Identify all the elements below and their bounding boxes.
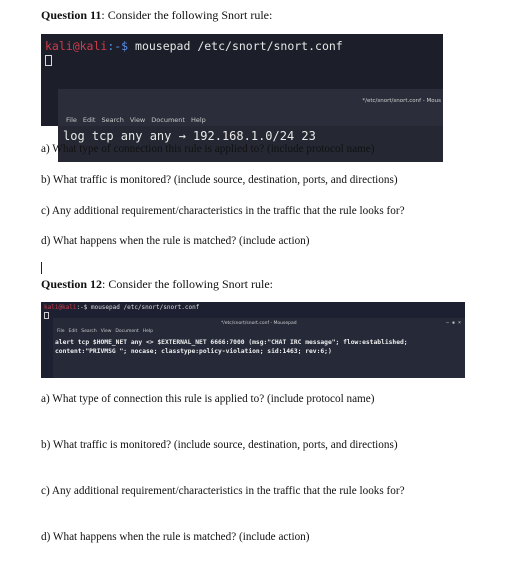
menu-help: Help <box>190 116 206 124</box>
question-11-prompt: : Consider the following Snort rule: <box>101 8 273 22</box>
terminal-screenshot-q11 <box>41 34 443 143</box>
prompt-separator: :-$ <box>76 304 91 311</box>
prompt-user: kali@kali <box>44 304 77 311</box>
window-controls: – ▪ × <box>445 320 461 326</box>
prompt-separator: :-$ <box>107 39 136 53</box>
menu-edit: Edit <box>82 116 96 124</box>
q12-question-a: a) What type of connection this rule is applied to? (include protocol name) <box>41 393 375 405</box>
menu-file: File <box>66 116 77 124</box>
menu-document: Document <box>115 329 139 334</box>
terminal-cursor <box>44 312 49 319</box>
snort-rule-text: log tcp any any → 192.168.1.0/24 23 <box>63 129 316 143</box>
editor-window-title: */etc/snort/snort.conf - Mous <box>362 98 441 104</box>
q11-question-c: c) Any additional requirement/characteristics in the traffic that the rule looks for? <box>41 205 405 217</box>
question-12-prompt: : Consider the following Snort rule: <box>102 277 273 291</box>
terminal-command-line <box>44 304 199 311</box>
menu-view: View <box>100 329 112 334</box>
menu-search: Search <box>101 116 124 124</box>
editor-menu-bar <box>57 329 157 334</box>
terminal-command: mousepad /etc/snort/snort.conf <box>135 39 343 53</box>
editor-menu-bar <box>66 116 212 124</box>
terminal-screenshot-q12 <box>41 302 465 378</box>
snort-rule-line-2: content:"PRIVMSG "; nocase; classtype:policy-violation; sid:1463; rev:6;) <box>55 348 332 355</box>
terminal-cursor <box>45 55 52 66</box>
q11-question-b: b) What traffic is monitored? (include source, destination, ports, and directions) <box>41 174 398 186</box>
terminal-command: mousepad /etc/snort/snort.conf <box>90 304 200 311</box>
q12-question-c: c) Any additional requirement/characteristics in the traffic that the rule looks for? <box>41 485 405 497</box>
snort-rule-line-1: alert tcp $HOME_NET any <> $EXTERNAL_NET 6666:7000 (msg:"CHAT IRC message"; flow:established; <box>55 339 408 346</box>
q11-question-d: d) What happens when the rule is matched? (include action) <box>41 235 310 247</box>
text-cursor <box>41 262 42 274</box>
question-11-number: Question 11 <box>41 8 102 22</box>
menu-search: Search <box>81 329 97 334</box>
menu-document: Document <box>151 116 185 124</box>
menu-edit: Edit <box>68 329 78 334</box>
question-11-heading <box>41 8 272 22</box>
menu-help: Help <box>142 329 153 334</box>
menu-file: File <box>57 329 65 334</box>
terminal-command-line <box>45 39 343 53</box>
prompt-user: kali@kali <box>45 39 108 53</box>
question-12-heading <box>41 277 273 291</box>
editor-window-title: */etc/snort/snort.conf - Mousepad <box>221 321 297 326</box>
q11-question-a: a) What type of connection this rule is applied to? (include protocol name) <box>41 143 375 155</box>
q12-question-b: b) What traffic is monitored? (include source, destination, ports, and directions) <box>41 439 398 451</box>
q12-question-d: d) What happens when the rule is matched? (include action) <box>41 531 310 543</box>
question-12-number: Question 12 <box>41 277 103 291</box>
menu-view: View <box>129 116 146 124</box>
